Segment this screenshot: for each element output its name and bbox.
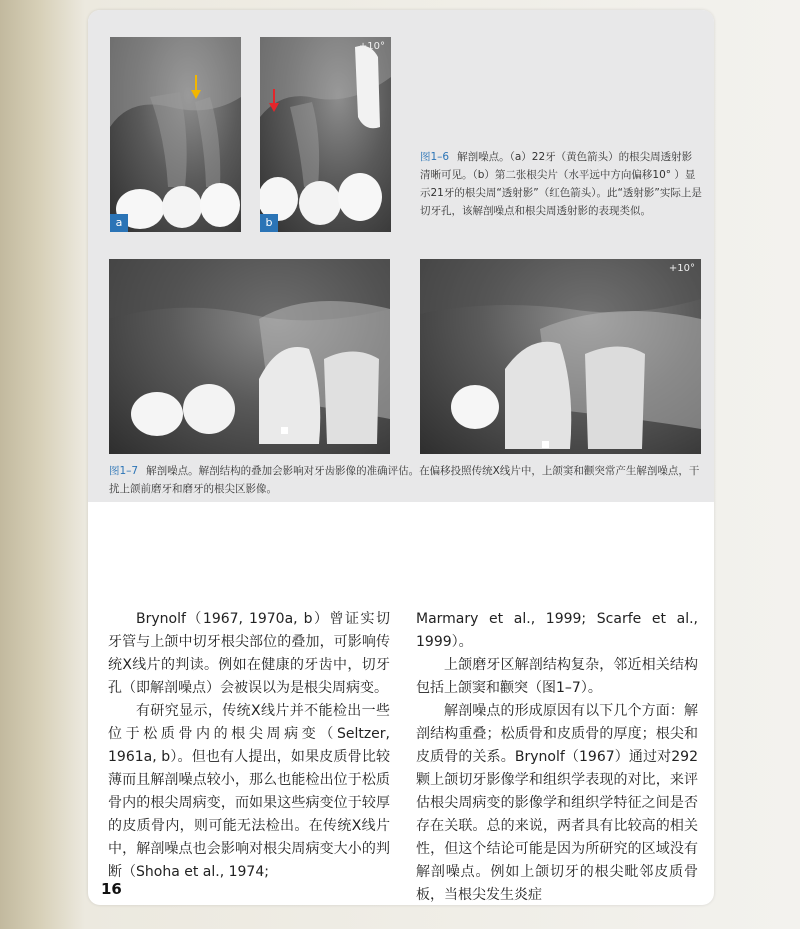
left-paragraph-1: Brynolf（1967, 1970a, b）曾证实切牙管与上颌中切牙根尖部位的叠加，可影响传统X线片的判读。例如在健康的牙齿中，切牙孔（即解剖噪点）会被误以为是根尖周病变。 — [108, 611, 390, 696]
figure-1-7-caption-text: 解剖噪点。解剖结构的叠加会影响对牙齿影像的准确评估。在偏移投照传统X线片中，上颌窦和颧突常产生解剖噪点，干扰上颌前磨牙和磨牙的根尖区影像。 — [109, 465, 700, 495]
xray-1-7-right-graphic — [420, 259, 701, 454]
xray-fig1-7-right — [420, 259, 701, 454]
xray-a-graphic — [110, 37, 241, 232]
book-page — [88, 10, 714, 905]
right-paragraph-1: Marmary et al., 1999; Scarfe et al., 1999）。 — [416, 611, 698, 650]
xray-fig1-6-b — [260, 37, 391, 232]
xray-b-graphic — [260, 37, 391, 232]
angle-tag-b: +10° — [358, 41, 385, 52]
angle-tag-1-7: +10° — [668, 263, 695, 274]
panel-letter-b: b — [260, 214, 278, 232]
right-text-column — [416, 608, 698, 905]
left-text-column — [108, 608, 390, 884]
right-paragraph-3: 解剖噪点的形成原因有以下几个方面：解剖结构重叠；松质骨和皮质骨的厚度；根尖和皮质骨的关系。Brynolf（1967）通过对292颗上颌切牙影像学和组织学表现的对比，来评估根尖周病变的影像学和组织学特征之间是否存在关联。总的来说，两者具有比较高的相关性，但这个结论可能是因为所研究的区域没有解剖噪点。例如上颌切牙的根尖毗邻皮质骨板，当根尖发生炎症 — [416, 703, 698, 903]
right-paragraph-2: 上颌磨牙区解剖结构复杂，邻近相关结构包括上颌窦和颧突（图1–7）。 — [416, 657, 698, 696]
left-paragraph-2: 有研究显示，传统X线片并不能检出一些位于松质骨内的根尖周病变（Seltzer, 1961a, b）。但也有人提出，如果皮质骨比较薄而且解剖噪点较小，那么也能检出位于松质骨内的根尖周病变，而如果这些病变位于较厚的皮质骨内，则可能无法检出。在传统X线片中，解剖噪点也会影响对根尖周病变大小的判断（Shoha et al., 1974; — [108, 703, 390, 880]
figure-1-6-number: 图1–6 — [420, 151, 450, 163]
page-number: 16 — [101, 880, 122, 898]
xray-fig1-6-a — [110, 37, 241, 232]
figure-1-6-caption — [420, 148, 702, 220]
xray-fig1-7-left — [109, 259, 390, 454]
panel-letter-a: a — [110, 214, 128, 232]
figure-1-6-caption-text: 解剖噪点。（a）22牙（黄色箭头）的根尖周透射影清晰可见。（b）第二张根尖片（水平远中方向偏移10° ）显示21牙的根尖周“透射影”（红色箭头）。此“透射影”实际上是切牙孔，该解剖噪点和根尖周透射影的表现类似。 — [420, 151, 702, 217]
xray-1-7-left-graphic — [109, 259, 390, 454]
figure-1-7-number: 图1–7 — [109, 465, 139, 477]
figure-1-7-caption — [109, 462, 703, 498]
